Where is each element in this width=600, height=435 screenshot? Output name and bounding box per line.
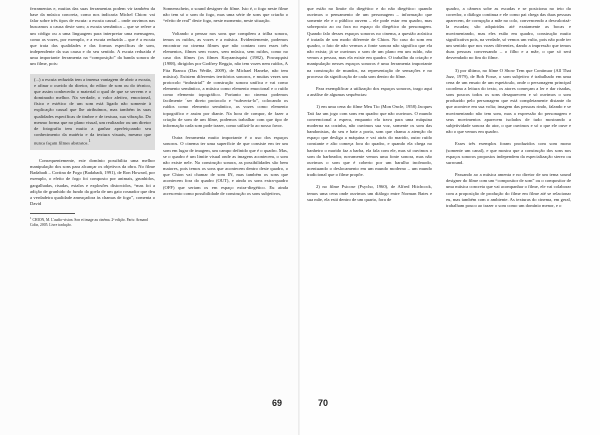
paragraph: Consequentemente, este domínio possibilita uma melhor manipulação dos sons para alcançar os objetivos da obra. No filme Badabadi – Cortina de Fogo (Badabadi, 1991), de Ron Howard, por exemplo, o efeito de fogo foi composto por animais, grunhidos, gargalhadas, risadas, estalos e explosões distorcidos, “mas foi a adição de grunhido do fundo da goela de um gato rosnador que deu a verdadeira qualidade ameaçadora às chamas de fogo”, comenta o David xyxy=(30,157,155,207)
quote-text: (...) a escuta reduzida tem a imensa vantagem de abrir a escuta, e afinar o ouvido do diretor, do editor de som ou do técnico, que assim conhecerão o material o qual de que se servem e o dominarão melhor. Na verdade, o valor afetivo, emocional, físico e estético de um som está ligado não somente à explicação causal que lhe atribuímos, mas também às suas qualidades específicas de timbre e de textura, sua vibração. Do mesmo forma que no plano visual, um realizador ou um diretor de fotografia tem muito a ganhar aperfeiçoando seu conhecimento da matéria e da textura visuais, mesmo que nunca façam filmes abstratos.$^1$ xyxy=(34,76,151,146)
right-page xyxy=(300,0,600,435)
column-right-2 xyxy=(446,6,571,215)
paragraph: Passando ao a música amenta e no diretor de um tema sound designer do filme com um “compositor de som” ou o compositor de uma música concreta que vai acompanhar o filme, ele vai colaborar com a proposição de produção do filme em filme até se relacionar eu, mas também com o ambiente. As texturas do cinema, em geral, trabalham pouco ao trazer o som como um domínio menor, e o xyxy=(446,172,571,208)
paragraph: 1) em uma cena do filme Meu Tio (Mon Oncle, 1958) Jacques Tati faz um jogo com sons em quadro que não ouvimos. O mundo convencional a espera, enquanto ela trava para uma máquina moderna na cozinha, não ouvimos sua voz, somente os som das bandonistas, do seu e bate a porta, som que chama a atenção do espaço que desliga a máquina e vai atrás do marido, outro ruído constante e alto começa fora do quadro, e quando ela chega no banheiro o marido faz a barba, ela fala com ele, mas só ouvimos o som do barbeador, novamente vemos uma fonte sonora, mas não ouvimos o som que é coberto por um barulho incômodo, acentuando o deslocamento em um mundo moderno – um mundo tradicional que o filme propõe. xyxy=(307,104,432,178)
footnote-text: CHION, M. L'audio-vision. Son et image au cinéma. 2ª edição. Paris: Armand Colin, 2005. Livre tradução. xyxy=(30,218,148,228)
footnote xyxy=(30,216,155,228)
footnote-divider xyxy=(30,213,75,214)
paragraph: Sonnenschein, o sound designer do filme. Isto é, o fogo neste filme não tem só o som do fogo, mas uma série de sons que criarão o “efeito de real” deste fogo, neste momento, neste situação. xyxy=(163,6,288,24)
column-left-2 xyxy=(163,6,288,203)
footnote-marker: 1 xyxy=(30,216,32,221)
paragraph: ferramentas e, muitas das suas ferramentas podem vir também da base da música concreta, como nos indicaria Michel Chion: vai falar sobre três tipos de escuta: a escuta causal – onde ouvimos nas buscamos a causa deste som; a escuta semântica – que se refere a um código ou a uma linguagem para interpretar uma mensagem, como as vozes, por exemplo, e a escuta reduzida – que é a escuta que trata das qualidades e das formas específicas de som, independente da sua causa e do seu sentido. A escuta reduzida é uma importante ferramenta na “composição” da banda sonora de um filme, pois: xyxy=(30,6,155,67)
paragraph: 3) por último, no filme O Show Tem que Continuar (All That Jazz, 1979), de Bob Fosse, o som subjetivo é trabalhado em uma cena de um ensaio de um espetáculo, onde o personagem principal coordena a leitura do texto, os atores começam a ler e dar risadas, sons poucos todos os sons desaparecem e só ouvimos o som produzido pelo personagem que está completamente distante do que acontece em sua volta; imagem das pessoas rindo, falando e se movimentando não tem som, mas a expressão do personagem e seus movimentos aparecem isolados de tudo mostrando a subjetividade sonora do ator, o que ouvimos e só o que ele ouve e não o que vemos em quadro. xyxy=(446,67,571,135)
paragraph: que estão no limite do diegético e do não diegético: quando ouvimos o pensamento de um personagem – informação que somente ele e o público ouvem – ele pode estar em quadro, mas sobreposto ao ou fora no espaço do diegético do personagem. Quando falo desses espaços sonoros no cinema, a questão acústica é tratada de um modo diferente de Chion. No caso do som em quadro, o fato de não vermos a fonte sonora não significa que ela não exista; já se ouvimos o som de um plano em um ruído, não vemos a pessoa, mas ela existe em quadro. O trabalho da criação e manipulação nesses espaços sonoros é uma ferramenta importante na construção de mundos, na representação de sensações e no processo da significação de cada som dentro do filme. xyxy=(307,6,432,79)
block-quote xyxy=(30,74,155,150)
paragraph: Voltando a pensar nos sons que compõem a trilha sonora, temos os ruídos, as vozes e a música. Evidentemente, podemos encontrar no cinema filmes que não contam com esses três elementos, filmes sem vozes, sem música, sem ruídos, como no caso dos filmes (os filmes Koyaanisqatsi (1982), Powaqqatsi (1988), dirigidos por Godfrey Reggio, não tem vozes nem ruídos, A Fita Branca (Das Weiße, 2009), de Michael Haneke, não tem música). Existem diferentes territórios sonoros, e muitas vezes um protocolo “industrial” de construção sonora unifica e vai como elemento semântico, a música como elemento emocional e o ruído como elemento topográfico. Portanto no cinema podemos facilmente ´ser direto protocolo e “subverta-lo”, colocando os ruídos como elemento semântico, as vozes como elemento topográfico e assim por diante. Na hora de compor, de fazer a criação de som de um filme, podemos trabalhar com que tipo de informação cada som pode trazer, como utilizá-lo ao nosso favor. xyxy=(163,30,288,128)
column-left-1 xyxy=(30,6,155,228)
page-number-right: 70 xyxy=(318,398,329,408)
footnote-ref: 1 xyxy=(88,139,91,144)
paragraph: quadro, a câmera sobe as escadas e se posiciona no teto do corredor, o diálogo continua e ele como pai chega das duas pessoas aparecem, de corrupção a mãe no colo, convencendo a desvalorizá-la escadas; são adquiridas até exatamente as bocas e movimentando, mas eles estão em quadro, construção muito significativa pois, na verdade, só vemos um vulto, pois não pode ter um sentido que nos vozes diferentes, dando a impressão que temos duas pessoas conversando – o filho e a mãe, o que só será desvendado no fim do filme. xyxy=(446,6,571,61)
column-right-1 xyxy=(307,6,432,209)
paragraph: Para exemplificar a utilização dos espaços sonoros, trago aqui a análise de algumas sequências: xyxy=(307,86,432,98)
paragraph: Outra ferramenta muito importante é o uso dos espaços sonoros. O cinema ter uma superfície de que consiste em ter um som em lugar de imagem, um campo definido que é o quadro. Mas, se o quadro é um limite visual onde as imagens acontecem, o som não existe nele. Na construção sonora, as possibilidades são bem maiores, pois temos os sons que acontecem dentro deste quadro, o que Chion vai chamar de som IN, mas também os sons que acontecem fora do quadro (OUT), e ainda os sons extra-quadro (OFF) que seriam os em espaço extra-diegético. Eu ainda acrescento como possibilidade de construção os sons subjetivos, xyxy=(163,135,288,196)
page-number-left: 69 xyxy=(271,398,282,408)
paragraph: Esses três exemplos foram produzidos com som mono (somente um canal), e que mostra que a construção dos sons nos espaços sonoros propostos independem da especialização stereo ou surround. xyxy=(446,141,571,165)
paragraph: 2) no filme Psicose (Psycho, 1960), de Alfred Hitchcock, temos uma cena onde ouvimos um diálogo entre Norman Bates e sua mãe, ela está dentro de um quarto, fora de xyxy=(307,184,432,202)
